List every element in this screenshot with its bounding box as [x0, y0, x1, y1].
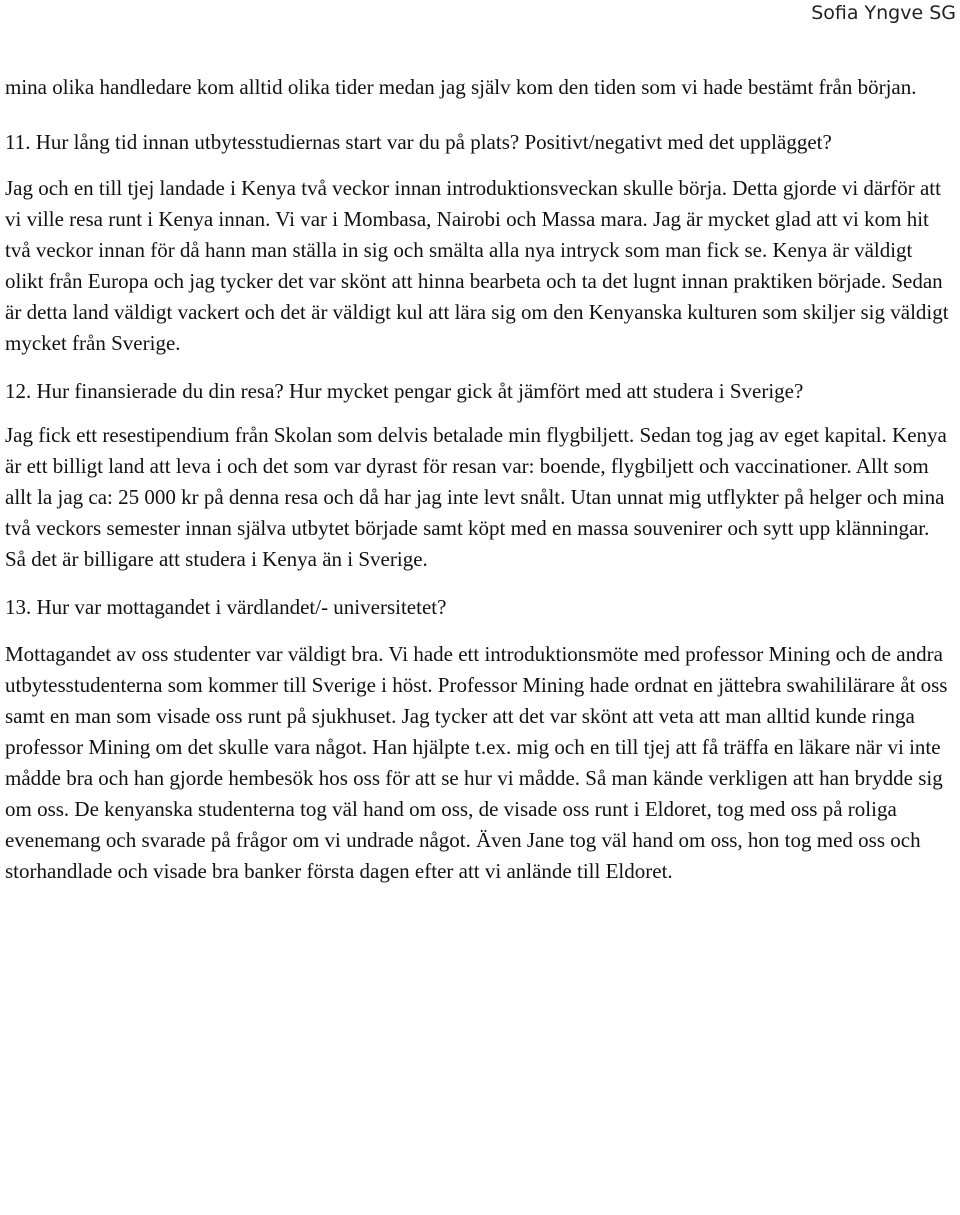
- question-13: 13. Hur var mottagandet i värdlandet/- universitetet?: [5, 595, 447, 619]
- page-header-author: Sofia Yngve SG: [811, 2, 956, 24]
- question-11: 11. Hur lång tid innan utbytesstudiernas start var du på plats? Positivt/negativt med det upplägget?: [5, 130, 832, 154]
- paragraph-continuation: mina olika handledare kom alltid olika tider medan jag själv kom den tiden som vi hade bestämt från början.: [5, 75, 917, 99]
- document-body: [5, 72, 955, 887]
- answer-11: Jag och en till tjej landade i Kenya två veckor innan introduktionsveckan skulle börja. Detta gjorde vi därför att vi ville resa runt i Kenya innan. Vi var i Mombasa, Nairobi och Massa mara. Jag är mycket glad att vi kom hit två veckor innan för då hann man ställa in sig och smälta alla nya intryck som man fick se. Kenya är väldigt olikt från Europa och jag tycker det var skönt att hinna bearbeta och ta det lugnt innan praktiken började. Sedan är detta land väldigt vackert och det är väldigt kul att lära sig om den Kenyanska kulturen som skiljer sig väldigt mycket från Sverige.: [5, 176, 949, 355]
- question-12: 12. Hur finansierade du din resa? Hur mycket pengar gick åt jämfört med att studera i Sverige?: [5, 379, 804, 403]
- answer-12: Jag fick ett resestipendium från Skolan som delvis betalade min flygbiljett. Sedan tog jag av eget kapital. Kenya är ett billigt land att leva i och det som var dyrast för resan var: boende, flygbiljett och vaccinationer. Allt som allt la jag ca: 25 000 kr på denna resa och då har jag inte levt snålt. Utan unnat mig utflykter på helger och mina två veckors semester innan själva utbytet började samt köpt med en massa souvenirer och sytt upp klänningar. Så det är billigare att studera i Kenya än i Sverige.: [5, 423, 947, 571]
- answer-13: Mottagandet av oss studenter var väldigt bra. Vi hade ett introduktionsmöte med professor Mining och de andra utbytesstudenterna som kommer till Sverige i höst. Professor Mining hade ordnat en jättebra swahililärare åt oss samt en man som visade oss runt på sjukhuset. Jag tycker att det var skönt att veta att man alltid kunde ringa professor Mining om det skulle vara något. Han hjälpte t.ex. mig och en till tjej att få träffa en läkare när vi inte mådde bra och han gjorde hembesök hos oss för att se hur vi mådde. Så man kände verkligen att han brydde sig om oss. De kenyanska studenterna tog väl hand om oss, de visade oss runt i Eldoret, tog med oss på roliga evenemang och svarade på frågor om vi undrade något. Även Jane tog väl hand om oss, hon tog med oss och storhandlade och visade bra banker första dagen efter att vi anlände till Eldoret.: [5, 642, 948, 883]
